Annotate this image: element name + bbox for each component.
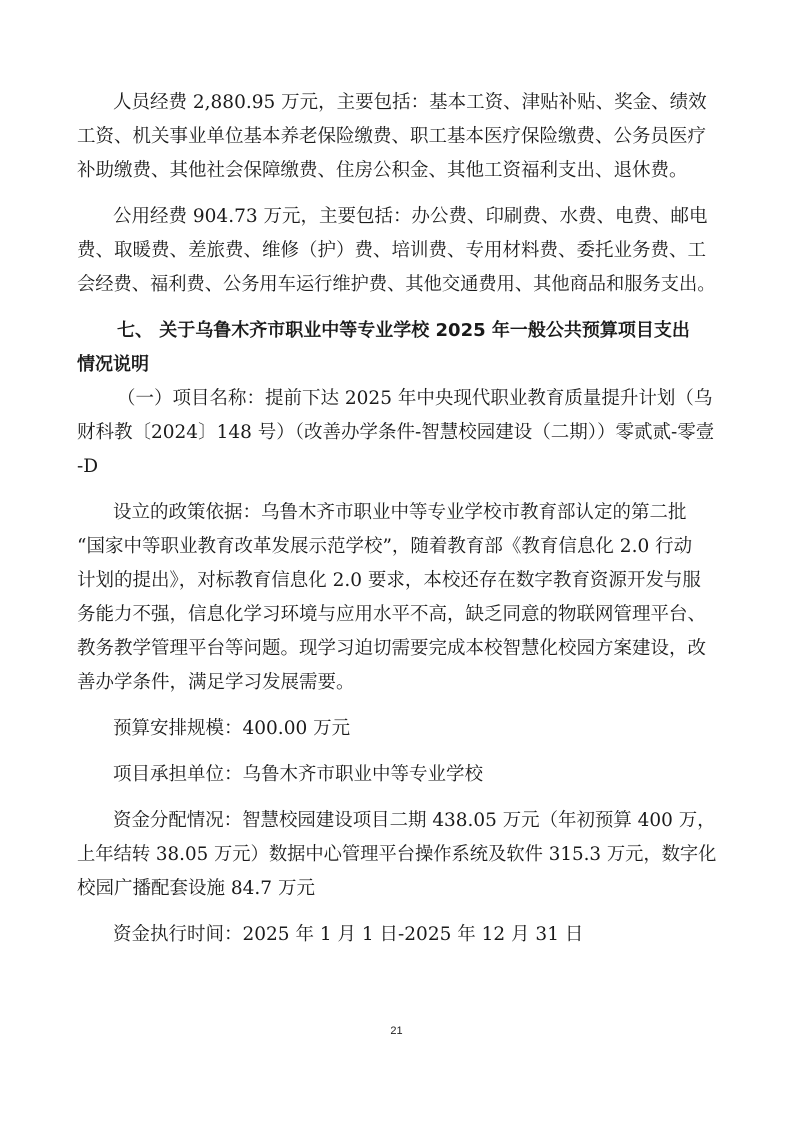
policy-basis-line-1: 设立的政策依据：乌鲁木齐市职业中等专业学校市教育部认定的第二批 [113,502,687,523]
section-heading-line-1: 七、 关于乌鲁木齐市职业中等专业学校 2025 年一般公共预算项目支出 [117,320,690,341]
policy-basis-line-2: “国家中等职业教育改革发展示范学校”，随着教育部《教育信息化 2.0 行动 [77,536,693,557]
execution-time: 资金执行时间：2025 年 1 月 1 日-2025 年 12 月 31 日 [113,924,584,945]
personnel-expense-line-1: 人员经费 2,880.95 万元，主要包括：基本工资、津贴补贴、奖金、绩效 [113,92,707,113]
public-expense-line-2: 费、取暖费、差旅费、维修（护）费、培训费、专用材料费、委托业务费、工 [77,240,707,261]
fund-allocation-line-2: 上年结转 38.05 万元）数据中心管理平台操作系统及软件 315.3 万元，数字化 [77,844,717,865]
policy-basis-line-6: 善办学条件，满足学习发展需要。 [77,672,355,693]
budget-scale: 预算安排规模：400.00 万元 [113,718,351,739]
fund-allocation-line-1: 资金分配情况：智慧校园建设项目二期 438.05 万元（年初预算 400 万， [113,810,716,831]
page-number: 21 [390,1025,403,1037]
public-expense-line-1: 公用经费 904.73 万元，主要包括：办公费、印刷费、水费、电费、邮电 [113,206,708,227]
fund-allocation-line-3: 校园广播配套设施 84.7 万元 [77,878,315,899]
undertaking-unit: 项目承担单位：乌鲁木齐市职业中等专业学校 [113,764,484,785]
policy-basis-line-4: 务能力不强，信息化学习环境与应用水平不高，缺乏同意的物联网管理平台、 [77,604,707,625]
personnel-expense-line-2: 工资、机关事业单位基本养老保险缴费、职工基本医疗保险缴费、公务员医疗 [77,126,707,147]
project-name-line-2: 财科教〔2024〕148 号）（改善办学条件-智慧校园建设（二期））零贰贰-零壹 [77,422,715,443]
project-name-line-3: -D [77,456,99,477]
policy-basis-line-5: 教务教学管理平台等问题。现学习迫切需要完成本校智慧化校园方案建设，改 [77,638,707,659]
section-heading-line-2: 情况说明 [77,354,149,375]
policy-basis-line-3: 计划的提出》，对标教育信息化 2.0 要求，本校还存在数字教育资源开发与服 [77,570,701,591]
project-name-line-1: （一）项目名称：提前下达 2025 年中央现代职业教育质量提升计划（乌 [117,388,713,409]
personnel-expense-line-3: 补助缴费、其他社会保障缴费、住房公积金、其他工资福利支出、退休费。 [77,160,688,181]
public-expense-line-3: 会经费、福利费、公务用车运行维护费、其他交通费用、其他商品和服务支出。 [77,274,716,295]
